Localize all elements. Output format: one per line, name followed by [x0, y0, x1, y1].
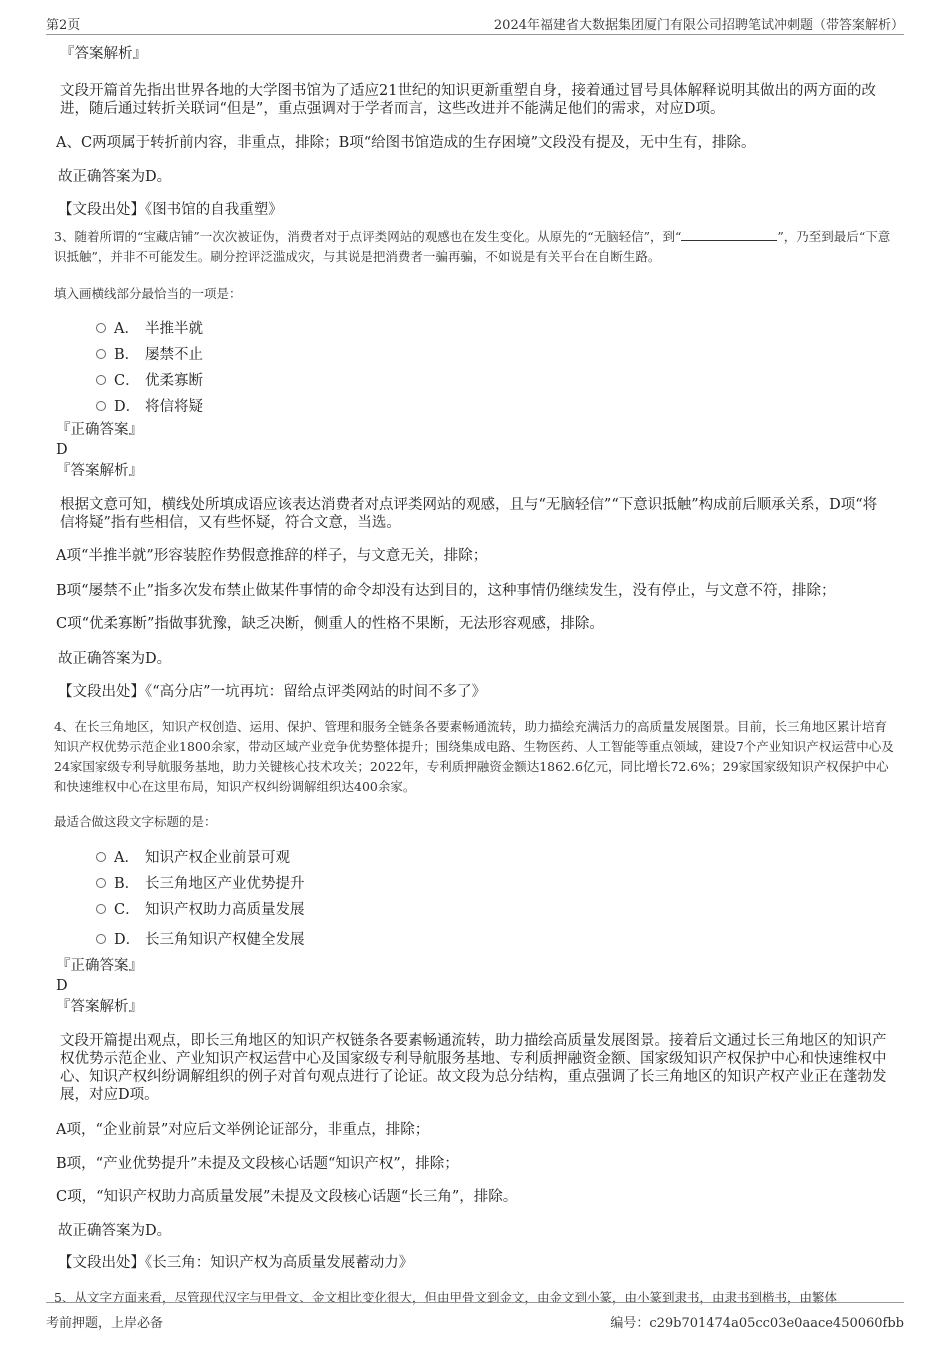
option-a[interactable]: A． 知识产权企业前景可观	[56, 843, 556, 869]
option-c[interactable]: C． 知识产权助力高质量发展	[56, 895, 556, 921]
analysis-option-c: C项，“知识产权助力高质量发展”未提及文段核心话题“长三角”，排除。	[56, 1189, 518, 1205]
page-number: 第2页	[46, 18, 81, 33]
option-c[interactable]: C． 优柔寡断	[56, 366, 556, 392]
document-id: 编号：c29b701474a05cc03e0aace450060fbb	[610, 1316, 904, 1331]
exclusion-paragraph: A、C两项属于转折前内容，非重点，排除；B项“给图书馆造成的生存困境”文段没有提及，无中生有，排除。	[56, 135, 756, 151]
document-title: 2024年福建省大数据集团厦门有限公司招聘笔试冲刺题（带答案解析）	[493, 18, 904, 33]
analysis-tag: 『答案解析』	[56, 999, 143, 1015]
radio-icon[interactable]	[96, 934, 106, 944]
option-d[interactable]: D． 长三角知识产权健全发展	[56, 925, 556, 951]
radio-icon[interactable]	[96, 375, 106, 385]
page-header	[46, 14, 904, 35]
radio-icon[interactable]	[96, 878, 106, 888]
conclusion: 故正确答案为D。	[58, 169, 172, 185]
correct-answer: D	[56, 442, 68, 458]
page-footer	[46, 1302, 904, 1333]
radio-icon[interactable]	[96, 323, 106, 333]
source-citation: 【文段出处】《长三角：知识产权为高质量发展蓄动力》	[58, 1255, 414, 1271]
conclusion: 故正确答案为D。	[58, 1223, 172, 1239]
radio-icon[interactable]	[96, 349, 106, 359]
question-4-prompt: 最适合做这段文字标题的是：	[54, 814, 217, 829]
option-b[interactable]: B． 长三角地区产业优势提升	[56, 869, 556, 895]
analysis-option-a: A项“半推半就”形容装腔作势假意推辞的样子，与文意无关，排除；	[56, 548, 488, 564]
analysis-paragraph: 文段开篇提出观点，即长三角地区的知识产权链条各要素畅通流转，助力描绘高质量发展图景。接着后文通过长三角地区的知识产权优势示范企业、产业知识产权运营中心及国家级专利导航服务基地、专利质押融资金额、国家级知识产权保护中心和快速维权中心、知识产权纠纷调解组织的例子对首句观点进行了论证。故文段为总分结构，重点强调了长三角地区的知识产权产业正在蓬勃发展，对应D项。	[60, 1033, 887, 1103]
question-4-options	[56, 843, 556, 951]
source-citation: 【文段出处】《“高分店”一坑再坑：留给点评类网站的时间不多了》	[58, 684, 487, 700]
question-3-prompt: 填入画横线部分最恰当的一项是：	[54, 286, 242, 301]
analysis-option-b: B项“屡禁不止”指多次发布禁止做某件事情的命令却没有达到目的，这种事情仍继续发生，没有停止，与文意不符，排除；	[56, 583, 836, 599]
question-4-text: 4、在长三角地区，知识产权创造、运用、保护、管理和服务全链条各要素畅通流转，助力描绘充满活力的高质量发展图景。目前，长三角地区累计培育知识产权优势示范企业1800余家，带动区域产业竞争优势整体提升；围绕集成电路、生物医药、人工智能等重点领域，建设7个产业知识产权运营中心及24家国家级专利导航服务基地，助力关键核心技术攻关；2022年，专利质押融资金额达1862.6亿元，同比增长72.6%；29家国家级知识产权保护中心和快速维权中心在这里布局，知识产权纠纷调解组织达400余家。	[54, 719, 894, 794]
correct-answer: D	[56, 978, 68, 994]
analysis-tag: 『答案解析』	[56, 463, 143, 479]
conclusion: 故正确答案为D。	[58, 651, 172, 667]
footer-slogan: 考前押题，上岸必备	[46, 1316, 164, 1331]
question-3-text-after: ”，乃至到最后“下意识抵触”，并非不可能发生。刷分控评泛滥成灾，与其说是把消费者一骗再骗，不如说是有关平台在自断生路。	[54, 229, 891, 264]
correct-answer-tag: 『正确答案』	[56, 958, 143, 974]
option-d[interactable]: D． 将信将疑	[56, 392, 556, 418]
radio-icon[interactable]	[96, 852, 106, 862]
page-content	[54, 44, 898, 1305]
question-3-text-before: 3、随着所谓的“宝藏店铺”一次次被证伪，消费者对于点评类网站的观感也在发生变化。从原先的“无脑轻信”，到“	[54, 229, 682, 244]
analysis-option-a: A项，“企业前景”对应后文举例论证部分，非重点，排除；	[56, 1122, 430, 1138]
analysis-tag: 『答案解析』	[60, 46, 147, 62]
analysis-paragraph: 文段开篇首先指出世界各地的大学图书馆为了适应21世纪的知识更新重塑自身，接着通过冒号具体解释说明其做出的两方面的改进，随后通过转折关联词“但是”，重点强调对于学者而言，这些改进并不能满足他们的需求，对应D项。	[60, 83, 876, 117]
question-3-text	[54, 227, 896, 267]
fill-blank-line	[681, 228, 777, 241]
radio-icon[interactable]	[96, 904, 106, 914]
radio-icon[interactable]	[96, 401, 106, 411]
question-3-options	[56, 314, 556, 418]
analysis-paragraph: 根据文意可知，横线处所填成语应该表达消费者对点评类网站的观感，且与“无脑轻信”“下意识抵触”构成前后顺承关系，D项“将信将疑”指有些相信，又有些怀疑，符合文意，当选。	[60, 497, 878, 531]
analysis-option-b: B项，“产业优势提升”未提及文段核心话题“知识产权”，排除；	[56, 1156, 459, 1172]
source-citation: 【文段出处】《图书馆的自我重塑》	[58, 202, 283, 218]
analysis-option-c: C项“优柔寡断”指做事犹豫，缺乏决断，侧重人的性格不果断，无法形容观感，排除。	[56, 616, 604, 632]
option-b[interactable]: B． 屡禁不止	[56, 340, 556, 366]
correct-answer-tag: 『正确答案』	[56, 422, 143, 438]
question-5-text: 5、从文字方面来看，尽管现代汉字与甲骨文、金文相比变化很大，但由甲骨文到金文，由金文到小篆，由小篆到隶书，由隶书到楷书，由繁体	[54, 1290, 837, 1305]
option-a[interactable]: A． 半推半就	[56, 314, 556, 340]
